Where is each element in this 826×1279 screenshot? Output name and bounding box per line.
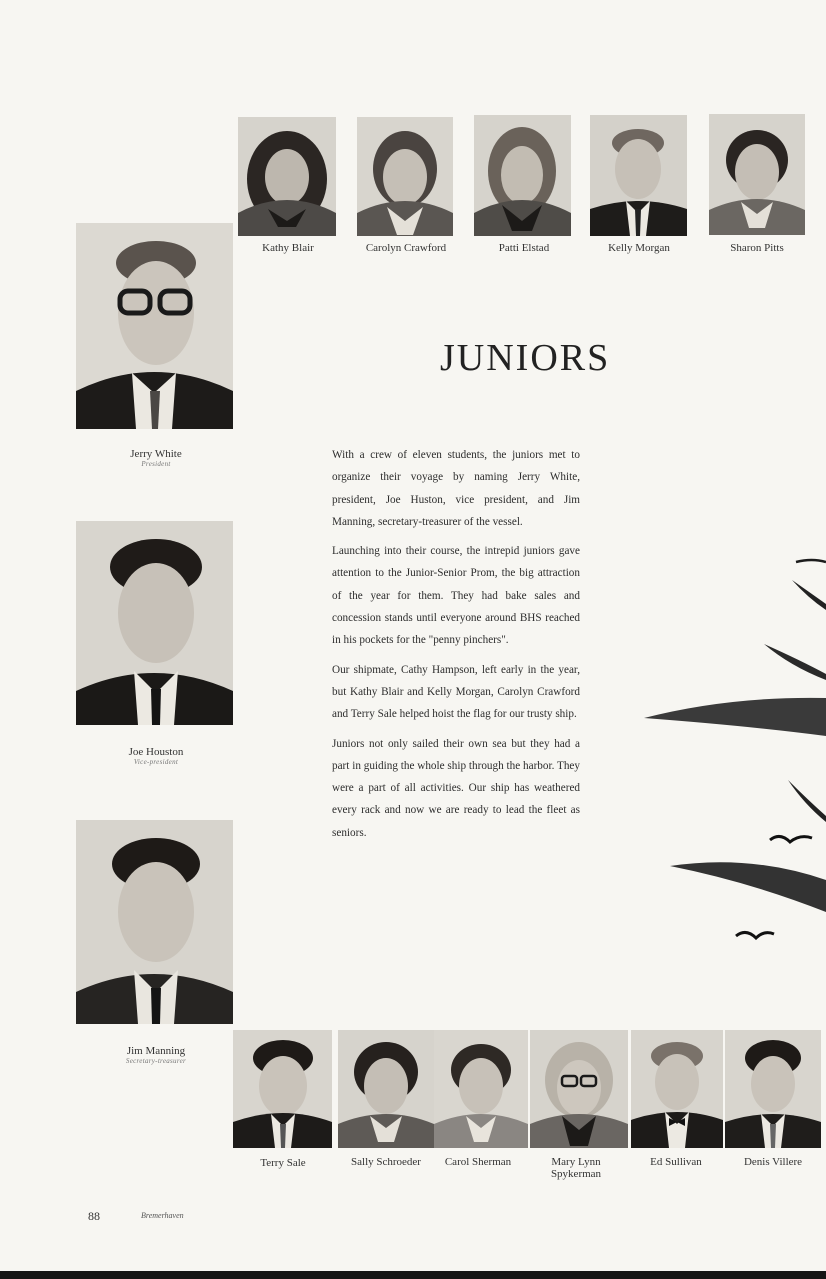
name-jim-manning: Jim Manning [126,1045,186,1057]
gull-wing-4 [644,698,826,736]
caption-carol-sherman: Carol Sherman [444,1156,512,1168]
portrait-patti-elstad [474,115,571,236]
gull-wing-2 [792,580,826,610]
caption-jerry-white [96,436,216,481]
portrait-terry-sale [233,1030,332,1148]
role-president: President [141,460,171,468]
portrait-kathy-blair [238,117,336,236]
portrait-sally-schroeder [338,1030,434,1148]
bottom-border [0,1271,826,1279]
gull-wing-3 [764,644,826,680]
book-title: Bremerhaven [141,1211,184,1220]
portrait-mary-lynn-spykerman [530,1030,628,1148]
page-number: 88 [88,1209,100,1223]
portrait-denis-villere [725,1030,821,1148]
caption-mary-lynn-spykerman: Mary Lynn Spykerman [550,1156,602,1180]
caption-sharon-pitts: Sharon Pitts [730,242,784,254]
caption-denis-villere: Denis Villere [743,1156,803,1168]
caption-terry-sale: Terry Sale [260,1157,306,1169]
page-title: JUNIORS [440,337,611,379]
caption-kelly-morgan: Kelly Morgan [608,242,670,254]
gull-wing-6 [670,862,826,912]
portrait-jerry-white [76,223,233,429]
gull-wing-5 [788,780,826,822]
paragraph-1: With a crew of eleven students, the juniors met to organize their voyage by naming Jerry White, president, Joe Huston, vice president, and Jim Manning, secretary-treasurer of the vessel. [332,449,580,528]
caption-patti-elstad: Patti Elstad [498,242,550,254]
paragraph-3: Our shipmate, Cathy Hampson, left early in the year, but Kathy Blair and Kelly Morgan, Carolyn Crawford and Terry Sale helped hoist the flag for our trusty ship. [332,663,580,721]
caption-jim-manning [96,1033,216,1078]
name-joe-houston: Joe Houston [128,746,184,758]
portrait-ed-sullivan [631,1030,723,1148]
article-body [332,444,580,851]
paragraph-2: Launching into their course, the intrepid juniors gave attention to the Junior-Senior Prom, the big attraction of the year for them. They had bake sales and concession stands until everyone around BHS reached in his pockets for the "penny pinchers". [332,545,580,647]
paragraph-4: Juniors not only sailed their own sea but they had a part in guiding the whole ship through the harbor. They were a part of all activities. Our ship has weathered every rack and now we are ready to lead the fleet as seniors. [332,737,580,839]
name-jerry-white: Jerry White [130,448,182,460]
caption-kathy-blair: Kathy Blair [262,242,314,254]
gull-small-1 [770,836,812,842]
portrait-sharon-pitts [709,114,805,235]
seagulls-illustration [640,540,826,960]
role-secretary-treasurer: Secretary-treasurer [125,1057,187,1065]
portrait-carol-sherman [434,1030,528,1148]
portrait-joe-houston [76,521,233,725]
caption-joe-houston [96,734,216,779]
portrait-kelly-morgan [590,115,687,236]
portrait-jim-manning [76,820,233,1024]
gull-small-2 [736,932,774,938]
caption-ed-sullivan: Ed Sullivan [650,1156,702,1168]
caption-sally-schroeder: Sally Schroeder [351,1156,421,1168]
caption-carolyn-crawford: Carolyn Crawford [365,242,447,254]
gull-wing-1 [796,560,826,562]
role-vice-president: Vice-president [133,758,179,766]
portrait-carolyn-crawford [357,117,453,236]
